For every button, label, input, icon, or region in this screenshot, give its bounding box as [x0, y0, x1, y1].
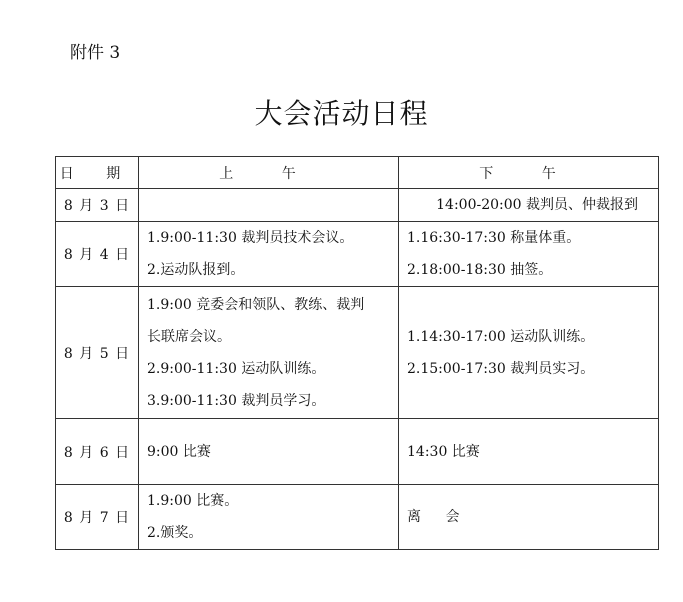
- column-header-afternoon: 下 午: [399, 157, 659, 189]
- afternoon-item: 离 会: [407, 509, 470, 525]
- table-row: [56, 485, 659, 550]
- morning-cell: [139, 189, 399, 222]
- morning-cell: [139, 222, 399, 287]
- afternoon-cell: [399, 485, 659, 550]
- table-row: [56, 222, 659, 287]
- morning-cell: [139, 419, 399, 485]
- afternoon-item: 1.14:30-17:00 运动队训练。: [407, 328, 595, 345]
- morning-item: 3.9:00-11:30 裁判员学习。: [147, 392, 326, 409]
- schedule-table: [55, 156, 659, 550]
- afternoon-item: 2.18:00-18:30 抽签。: [407, 262, 553, 278]
- morning-item: 1.9:00 竞委会和领队、教练、裁判: [147, 296, 365, 313]
- attachment-label: 附件 3: [70, 43, 121, 63]
- column-header-morning: 上 午: [139, 157, 399, 189]
- afternoon-cell: [399, 287, 659, 419]
- afternoon-cell: [399, 419, 659, 485]
- afternoon-item: 2.15:00-17:30 裁判员实习。: [407, 360, 595, 377]
- date-cell: 8 月 5 日: [56, 287, 139, 419]
- morning-cell: [139, 287, 399, 419]
- afternoon-cell: [399, 222, 659, 287]
- table-row: [56, 189, 659, 222]
- morning-item: 长联席会议。: [147, 328, 231, 345]
- column-header-date: 日 期: [56, 157, 139, 189]
- date-cell: 8 月 6 日: [56, 419, 139, 485]
- table-row: [56, 419, 659, 485]
- morning-item: 2.颁奖。: [147, 525, 203, 541]
- afternoon-item: 14:30 比赛: [407, 443, 480, 460]
- afternoon-cell: [399, 189, 659, 222]
- morning-item: 1.9:00-11:30 裁判员技术会议。: [147, 230, 354, 246]
- afternoon-item: 14:00-20:00 裁判员、仲裁报到: [436, 197, 638, 213]
- date-cell: 8 月 7 日: [56, 485, 139, 550]
- morning-item: 2.9:00-11:30 运动队训练。: [147, 360, 326, 377]
- morning-cell: [139, 485, 399, 550]
- date-cell: 8 月 3 日: [56, 189, 139, 222]
- morning-item: 9:00 比赛: [147, 443, 211, 460]
- date-cell: 8 月 4 日: [56, 222, 139, 287]
- afternoon-item: 1.16:30-17:30 称量体重。: [407, 230, 581, 246]
- table-row: [56, 287, 659, 419]
- table-header-row: [56, 157, 659, 189]
- morning-item: 1.9:00 比赛。: [147, 493, 239, 509]
- page-title: 大会活动日程: [254, 97, 429, 130]
- morning-item: 2.运动队报到。: [147, 262, 245, 278]
